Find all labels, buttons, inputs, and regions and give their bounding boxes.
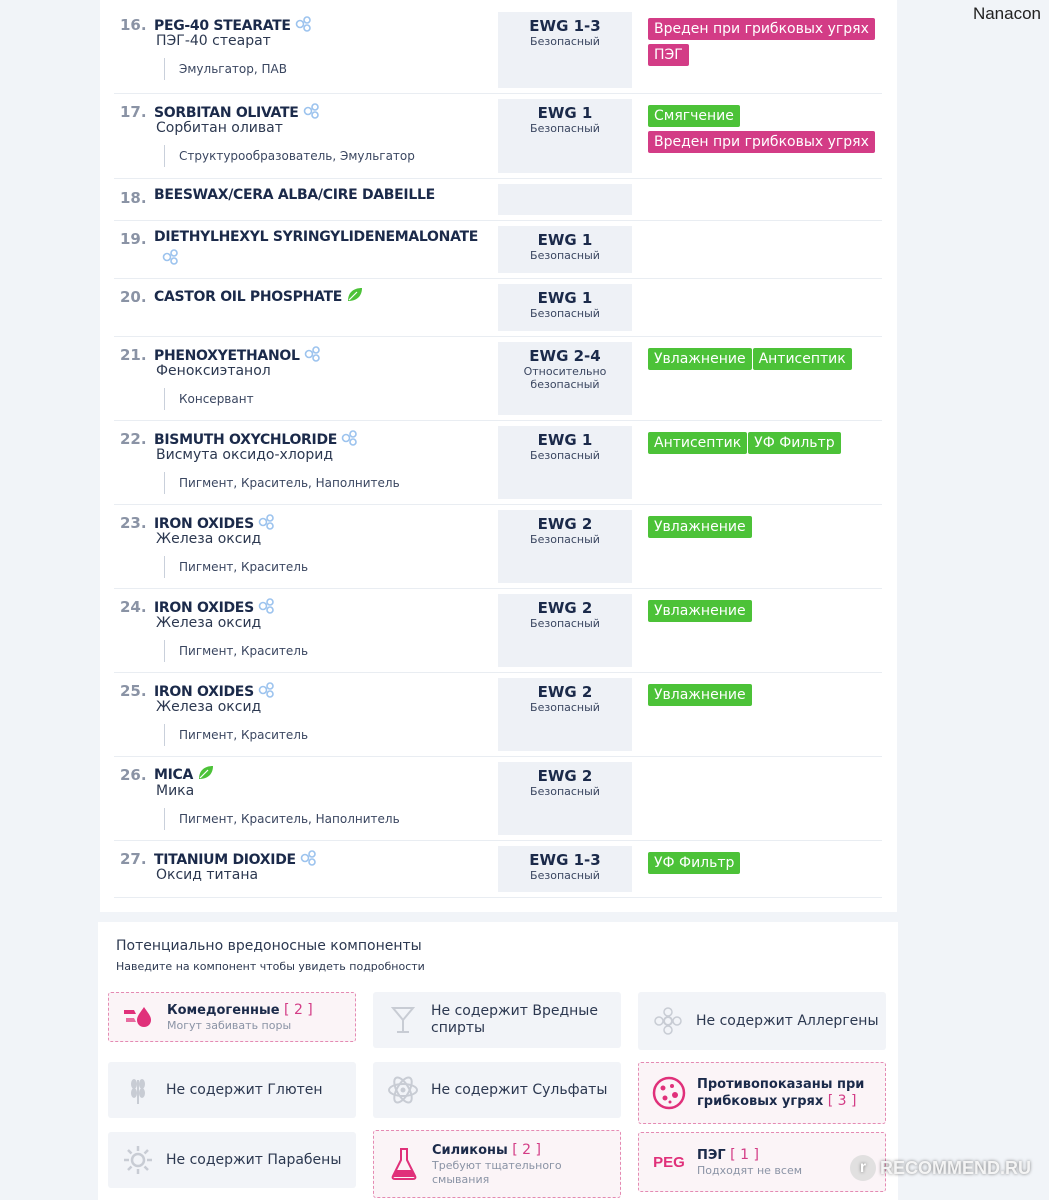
synthetic-molecule-icon	[304, 345, 322, 367]
ewg-value: EWG 1	[537, 104, 593, 122]
glass-icon	[385, 1002, 421, 1038]
harmful-subtitle: Наведите на компонент чтобы увидеть подробности	[116, 960, 425, 973]
synthetic-molecule-icon	[303, 102, 321, 124]
ewg-safety-label: Безопасный	[530, 533, 600, 546]
ewg-safety-label: Безопасный	[530, 869, 600, 882]
ingredient-name-ru: Феноксиэтанол	[156, 363, 271, 379]
ewg-rating	[498, 342, 632, 415]
synthetic-molecule-icon	[295, 15, 313, 37]
ewg-safety-label: Безопасный	[530, 701, 600, 714]
ingredient-tag[interactable]: УФ Фильтр	[648, 852, 740, 874]
ingredient-row[interactable]	[114, 8, 882, 94]
ingredient-name-en[interactable]: BEESWAX/CERA ALBA/CIRE DABEILLE	[154, 187, 435, 203]
ingredient-number: 20.	[120, 288, 147, 306]
ingredient-row[interactable]	[114, 758, 882, 841]
ingredient-tags	[648, 516, 888, 542]
ingredient-function: Пигмент, Краситель, Наполнитель	[164, 808, 400, 830]
ingredient-row[interactable]	[114, 280, 882, 337]
ingredient-number: 17.	[120, 103, 147, 121]
ewg-safety-label: Безопасный	[530, 785, 600, 798]
ingredient-row[interactable]	[114, 95, 882, 179]
ingredient-name-en[interactable]: PEG-40 STEARATE	[154, 15, 313, 37]
ingredient-function: Пигмент, Краситель	[164, 556, 308, 578]
ingredient-name-ru: Железа оксид	[156, 699, 262, 715]
ewg-rating	[498, 99, 632, 173]
harmful-title: Потенциально вредоносные компоненты	[116, 938, 422, 954]
ingredient-function: Структурообразователь, Эмульгатор	[164, 145, 415, 167]
ewg-value: EWG 1-3	[529, 17, 601, 35]
recommend-watermark: r RECOMMEND.RU	[850, 1155, 1031, 1181]
ingredient-name-en[interactable]: DIETHYLHEXYL SYRINGYLIDENEMALONATE	[154, 229, 479, 245]
flower-icon	[650, 1003, 686, 1039]
ingredient-tags	[648, 684, 888, 710]
ewg-rating	[498, 678, 632, 751]
ingredient-name-en[interactable]: CASTOR OIL PHOSPHATE	[154, 287, 364, 307]
ingredient-name-en[interactable]: SORBITAN OLIVATE	[154, 102, 321, 124]
ingredient-number: 19.	[120, 230, 147, 248]
ingredient-name-en[interactable]: PHENOXYETHANOL	[154, 345, 322, 367]
ewg-safety-label: Безопасный	[530, 617, 600, 630]
ewg-rating	[498, 426, 632, 499]
ewg-rating	[498, 510, 632, 583]
ingredient-tags	[648, 852, 888, 878]
ingredient-tag[interactable]: Антисептик	[648, 432, 747, 454]
ingredient-number: 18.	[120, 189, 147, 207]
ingredient-name-ru: ПЭГ-40 стеарат	[156, 33, 271, 49]
ingredient-function: Эмульгатор, ПАВ	[164, 58, 287, 80]
ingredient-row[interactable]	[114, 674, 882, 757]
natural-leaf-icon	[346, 287, 364, 307]
ingredient-name-en[interactable]: IRON OXIDES	[154, 681, 276, 703]
ewg-safety-label: Безопасный	[530, 35, 600, 48]
ingredient-number: 21.	[120, 346, 147, 364]
ingredient-row[interactable]	[114, 422, 882, 505]
ingredient-tags	[648, 348, 888, 374]
ewg-rating	[498, 12, 632, 88]
ingredient-row[interactable]	[114, 506, 882, 589]
ewg-safety-label: Безопасный	[530, 249, 600, 262]
ewg-rating	[498, 762, 632, 835]
comedogenic-badge[interactable]: Комедогенные [ 2 ] Могут забивать поры	[108, 992, 356, 1042]
synthetic-molecule-icon	[341, 429, 359, 451]
ingredient-name-ru: Железа оксид	[156, 531, 262, 547]
ingredient-tags	[648, 105, 888, 157]
ewg-safety-label: Безопасный	[530, 307, 600, 320]
ewg-value: EWG 2	[537, 767, 593, 785]
ewg-value: EWG 2	[537, 599, 593, 617]
ewg-value: EWG 1	[537, 231, 593, 249]
ingredient-row[interactable]	[114, 590, 882, 673]
ingredient-tag[interactable]: Увлажнение	[648, 684, 752, 706]
ingredient-tag[interactable]: Вреден при грибковых угрях	[648, 18, 875, 40]
ingredient-tags	[648, 600, 888, 626]
ingredients-card	[100, 0, 897, 912]
ingredient-name-en[interactable]: BISMUTH OXYCHLORIDE	[154, 429, 359, 451]
ingredient-number: 23.	[120, 514, 147, 532]
fungus-icon	[651, 1075, 687, 1111]
ingredient-tag[interactable]: Увлажнение	[648, 516, 752, 538]
ingredient-tags	[648, 432, 888, 458]
ingredient-tag[interactable]: ПЭГ	[648, 44, 689, 66]
ewg-value: EWG 2	[537, 683, 593, 701]
ewg-safety-label: Безопасный	[530, 449, 600, 462]
wheat-icon	[120, 1072, 156, 1108]
sulfate-badge[interactable]: Не содержит Сульфаты	[373, 1062, 621, 1118]
atom-icon	[385, 1072, 421, 1108]
ingredient-tag[interactable]: Вреден при грибковых угрях	[648, 131, 875, 153]
ingredient-row[interactable]	[114, 222, 882, 279]
fungal-badge[interactable]: Противопоказаны при грибковых угрях [ 3 ]	[638, 1062, 886, 1124]
allergen-badge[interactable]: Не содержит Аллергены	[638, 992, 886, 1050]
ingredient-name-ru: Оксид титана	[156, 867, 259, 883]
ingredient-tag[interactable]: Антисептик	[753, 348, 852, 370]
ewg-rating	[498, 846, 632, 892]
ingredient-function: Консервант	[164, 388, 254, 410]
ewg-safety-label: Безопасный	[530, 122, 600, 135]
ewg-value: EWG 1	[537, 289, 593, 307]
synthetic-molecule-icon	[300, 849, 318, 871]
drops-icon	[121, 999, 157, 1035]
peg-badge[interactable]: PEG ПЭГ [ 1 ] Подходят не всем	[638, 1132, 886, 1192]
flask-icon	[386, 1146, 422, 1182]
ewg-rating	[498, 284, 632, 331]
ingredient-tags	[648, 18, 888, 70]
ingredient-name-ru: Сорбитан оливат	[156, 120, 283, 136]
natural-leaf-icon	[197, 765, 215, 785]
ingredient-name-ru: Мика	[156, 783, 195, 799]
recommend-logo-icon: r	[850, 1155, 876, 1181]
ingredient-number: 22.	[120, 430, 147, 448]
ingredient-function: Пигмент, Краситель	[164, 640, 308, 662]
ingredient-name-en[interactable]: MICA	[154, 765, 215, 785]
ingredient-tag[interactable]: Смягчение	[648, 105, 740, 127]
ewg-value: EWG 1	[537, 431, 593, 449]
ewg-value: EWG 2	[537, 515, 593, 533]
ingredient-tag[interactable]: Увлажнение	[648, 600, 752, 622]
ingredient-row[interactable]	[114, 338, 882, 421]
ingredient-function: Пигмент, Краситель, Наполнитель	[164, 472, 400, 494]
gear-icon	[120, 1142, 156, 1178]
ingredient-tag[interactable]: Увлажнение	[648, 348, 752, 370]
alcohol-badge[interactable]: Не содержит Вредные спирты	[373, 992, 621, 1048]
ewg-rating	[498, 594, 632, 667]
gluten-badge[interactable]: Не содержит Глютен	[108, 1062, 356, 1118]
synthetic-molecule-icon	[162, 248, 180, 270]
ewg-value: EWG 1-3	[529, 851, 601, 869]
ingredient-name-en[interactable]: TITANIUM DIOXIDE	[154, 849, 318, 871]
ingredient-name-ru: Железа оксид	[156, 615, 262, 631]
ingredient-name-en[interactable]: IRON OXIDES	[154, 597, 276, 619]
silicone-badge[interactable]: Силиконы [ 2 ] Требуют тщательного смывания	[373, 1130, 621, 1198]
ingredient-number: 24.	[120, 598, 147, 616]
ingredient-name-ru: Висмута оксидо-хлорид	[156, 447, 334, 463]
ewg-rating	[498, 226, 632, 273]
ingredient-name-en[interactable]: IRON OXIDES	[154, 513, 276, 535]
ingredient-number: 26.	[120, 766, 147, 784]
ingredient-tag[interactable]: УФ Фильтр	[748, 432, 840, 454]
ingredient-number: 25.	[120, 682, 147, 700]
ewg-safety-label: Относительно безопасный	[523, 365, 607, 391]
ingredient-row[interactable]	[114, 180, 882, 221]
ewg-rating	[498, 184, 632, 215]
ingredient-number: 27.	[120, 850, 147, 868]
peg-icon: PEG	[653, 1153, 685, 1171]
ewg-value: EWG 2-4	[529, 347, 601, 365]
ingredient-function: Пигмент, Краситель	[164, 724, 308, 746]
ingredient-number: 16.	[120, 16, 147, 34]
ingredient-row[interactable]	[114, 842, 882, 898]
paraben-badge[interactable]: Не содержит Парабены	[108, 1132, 356, 1188]
author-watermark: Nanacon	[972, 4, 1041, 23]
